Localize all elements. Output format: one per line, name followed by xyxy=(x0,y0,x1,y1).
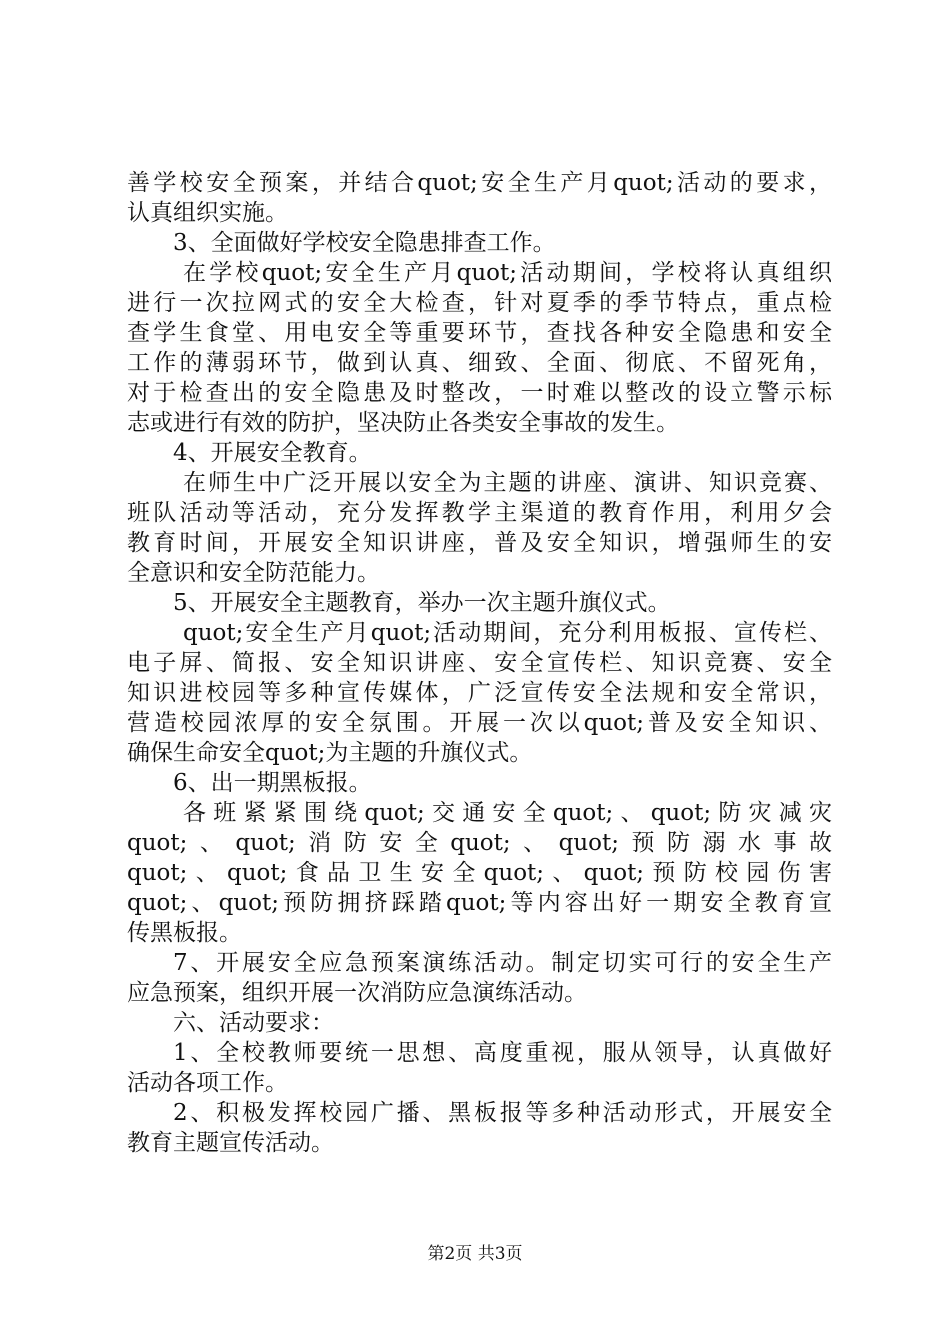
text-line: 1、全校教师要统一思想、高度重视，服从领导，认真做好 xyxy=(173,1040,832,1066)
section-heading: 6、出一期黑板报。 xyxy=(173,770,372,796)
text-line: 在师生中广泛开展以安全为主题的讲座、演讲、知识竞赛、 xyxy=(183,470,832,496)
text-line: 查学生食堂、用电安全等重要环节，查找各种安全隐患和安全 xyxy=(127,320,832,346)
text-line: 教育时间，开展安全知识讲座，普及安全知识，增强师生的安 xyxy=(127,530,832,556)
text-line: 工作的薄弱环节，做到认真、细致、全面、彻底、不留死角， xyxy=(127,350,832,376)
text-line: 在学校quot;安全生产月quot;活动期间，学校将认真组织 xyxy=(183,260,832,286)
section-heading: 5、开展安全主题教育，举办一次主题升旗仪式。 xyxy=(173,590,671,616)
text-line: 教育主题宣传活动。 xyxy=(127,1130,334,1156)
text-line: 知识进校园等多种宣传媒体，广泛宣传安全法规和安全常识， xyxy=(127,680,832,706)
text-line: quot;、quot;预防拥挤踩踏quot;等内容出好一期安全教育宣 xyxy=(127,890,832,916)
text-line: 善学校安全预案，并结合quot;安全生产月quot;活动的要求， xyxy=(127,170,832,196)
text-line: 全意识和安全防范能力。 xyxy=(127,560,380,586)
section-heading: 六、活动要求： xyxy=(173,1010,334,1036)
page-number-footer: 第2页 共3页 xyxy=(427,1244,523,1264)
text-line: 应急预案，组织开展一次消防应急演练活动。 xyxy=(127,980,587,1006)
text-line: 营造校园浓厚的安全氛围。开展一次以quot;普及安全知识、 xyxy=(127,710,832,736)
document-body xyxy=(127,168,832,1158)
text-line: quot;、quot;消防安全quot;、quot;预防溺水事故 xyxy=(127,830,832,856)
text-line: 活动各项工作。 xyxy=(127,1070,288,1096)
text-line: quot;、quot;食品卫生安全quot;、quot;预防校园伤害 xyxy=(127,860,832,886)
text-line: 电子屏、简报、安全知识讲座、安全宣传栏、知识竞赛、安全 xyxy=(127,650,832,676)
text-line: 传黑板报。 xyxy=(127,920,242,946)
text-line: 进行一次拉网式的安全大检查，针对夏季的季节特点，重点检 xyxy=(127,290,832,316)
section-heading: 4、开展安全教育。 xyxy=(173,440,372,466)
text-line: quot;安全生产月quot;活动期间，充分利用板报、宣传栏、 xyxy=(183,620,832,646)
text-line: 班队活动等活动，充分发挥教学主渠道的教育作用，利用夕会 xyxy=(127,500,832,526)
text-line: 认真组织实施。 xyxy=(127,200,288,226)
text-line: 志或进行有效的防护，坚决防止各类安全事故的发生。 xyxy=(127,410,679,436)
text-line: 各班紧紧围绕quot;交通安全quot;、quot;防灾减灾 xyxy=(183,800,832,826)
text-line: 对于检查出的安全隐患及时整改，一时难以整改的设立警示标 xyxy=(127,380,832,406)
section-heading: 3、全面做好学校安全隐患排查工作。 xyxy=(173,230,556,256)
section-heading: 7、开展安全应急预案演练活动。制定切实可行的安全生产 xyxy=(173,950,832,976)
text-line: 确保生命安全quot;为主题的升旗仪式。 xyxy=(127,740,533,766)
text-line: 2、积极发挥校园广播、黑板报等多种活动形式，开展安全 xyxy=(173,1100,832,1126)
